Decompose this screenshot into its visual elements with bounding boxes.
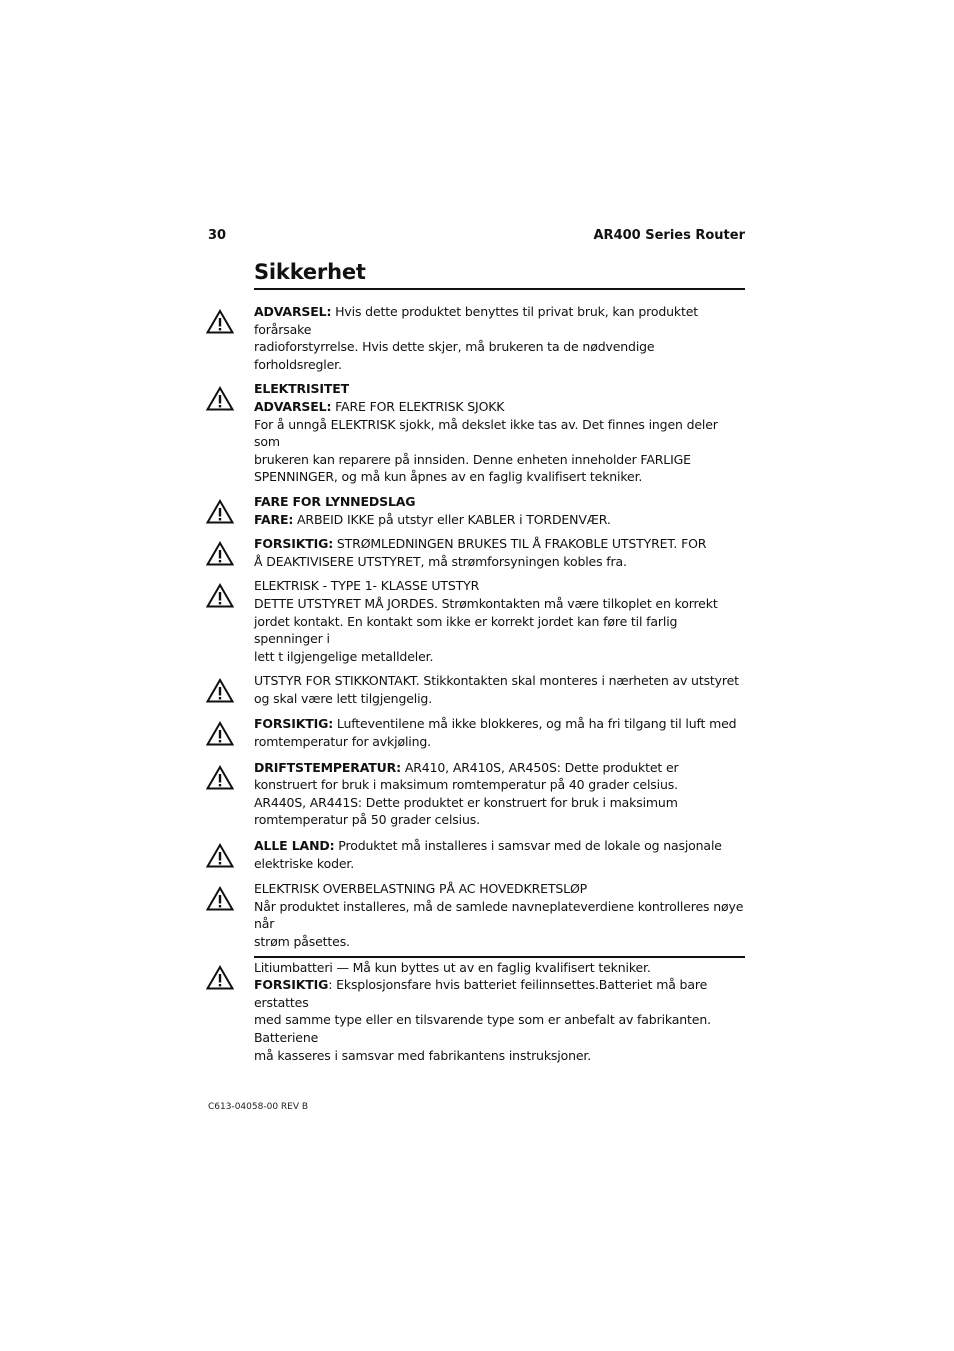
notice-text: UTSTYR FOR STIKKONTAKT. Stikkontakten skal monteres i nærheten av utstyret	[254, 673, 739, 689]
footer-doc-code: C613-04058-00 REV B	[208, 1102, 309, 1112]
safety-notices	[206, 303, 748, 1064]
notice-line	[254, 648, 745, 666]
warning-triangle-icon	[206, 309, 234, 335]
safety-notice	[206, 380, 745, 486]
notice-text: : Eksplosjonsfare hvis batteriet feilinnsettes.Batteriet må bare erstattes	[254, 977, 711, 1010]
notice-line	[254, 416, 745, 451]
notice-line	[254, 855, 745, 873]
notice-line	[254, 759, 745, 777]
notice-text: romtemperatur for avkjøling.	[254, 734, 431, 750]
notice-text: radioforstyrrelse. Hvis dette skjer, må brukeren ta de nødvendige forholdsregler.	[254, 339, 659, 372]
warning-triangle-icon	[206, 886, 234, 912]
notice-text: Litiumbatteri — Må kun byttes ut av en faglig kvalifisert tekniker.	[254, 959, 651, 975]
notice-line	[254, 535, 745, 553]
notice-text: konstruert for bruk i maksimum romtemperatur på 40 grader celsius.	[254, 777, 678, 793]
notice-text: Når produktet installeres, må de samlede navneplateverdiene kontrolleres nøye når	[254, 898, 748, 932]
notice-text: brukeren kan reparere på innsiden. Denne enheten inneholder FARLIGE	[254, 451, 691, 467]
notice-text: Å DEAKTIVISERE UTSTYRET, må strømforsyningen kobles fra.	[254, 553, 627, 569]
notice-label: FARE FOR LYNNEDSLAG	[254, 493, 416, 509]
notice-line	[254, 672, 745, 690]
safety-notice	[206, 493, 745, 528]
notice-line	[254, 303, 745, 338]
notice-label: FARE:	[254, 511, 294, 527]
warning-triangle-icon	[206, 765, 234, 791]
warning-triangle-icon	[206, 678, 234, 704]
safety-notice	[206, 535, 745, 570]
page-title: Sikkerhet	[254, 259, 745, 290]
notice-text: ARBEID IKKE på utstyr eller KABLER i TORDENVÆR.	[293, 511, 611, 527]
notice-line	[254, 933, 745, 951]
notice-line	[254, 794, 745, 812]
notice-line	[254, 468, 745, 486]
notice-label: FORSIKTIG:	[254, 536, 334, 552]
warning-triangle-icon	[206, 843, 234, 869]
notice-line	[254, 880, 745, 898]
notice-text: For å unngå ELEKTRISK sjokk, må dekslet ikke tas av. Det finnes ingen deler som	[254, 416, 722, 450]
safety-notice	[206, 837, 745, 872]
notice-line	[254, 398, 745, 416]
notice-line	[254, 690, 745, 708]
safety-notice	[206, 759, 745, 829]
notice-text: jordet kontakt. En kontakt som ikke er korrekt jordet kan føre til farlig spenninger i	[254, 613, 682, 647]
notice-label: DRIFTSTEMPERATUR:	[254, 759, 402, 775]
notice-text: må kasseres i samsvar med fabrikantens instruksjoner.	[254, 1047, 592, 1063]
notice-text: Hvis dette produktet benyttes til privat bruk, kan produktet forårsake	[254, 304, 702, 337]
notice-text: og skal være lett tilgjengelig.	[254, 690, 433, 706]
safety-notice	[206, 303, 745, 373]
notice-text: romtemperatur på 50 grader celsius.	[254, 812, 480, 828]
notice-line	[254, 959, 745, 977]
safety-notice	[206, 715, 745, 750]
notice-line	[254, 511, 745, 529]
notice-line	[254, 976, 745, 1011]
notice-line	[254, 1011, 745, 1046]
notice-line	[254, 776, 745, 794]
notice-text: DETTE UTSTYRET MÅ JORDES. Strømkontakten må være tilkoplet en korrekt	[254, 595, 718, 611]
notice-label: ADVARSEL:	[254, 304, 332, 319]
notice-label: ALLE LAND:	[254, 838, 335, 854]
notice-text: AR410, AR410S, AR450S: Dette produktet er	[401, 759, 679, 775]
notice-text: AR440S, AR441S: Dette produktet er konstruert for bruk i maksimum	[254, 794, 678, 810]
notice-text: strøm påsettes.	[254, 934, 350, 949]
notice-line	[254, 577, 745, 595]
warning-triangle-icon	[206, 386, 234, 412]
notice-text: elektriske koder.	[254, 855, 355, 871]
notice-text: lett t ilgjengelige metalldeler.	[254, 648, 434, 664]
notice-line	[254, 1047, 745, 1065]
notice-line	[254, 493, 745, 511]
notice-line	[254, 451, 745, 469]
page-number: 30	[208, 228, 227, 243]
notice-label: ADVARSEL:	[254, 398, 332, 414]
notice-text: ELEKTRISK - TYPE 1- KLASSE UTSTYR	[254, 578, 480, 594]
notice-line	[254, 837, 745, 855]
page-header	[208, 228, 745, 246]
notice-label: FORSIKTIG:	[254, 716, 334, 732]
notice-text: med samme type eller en tilsvarende type som er anbefalt av fabrikanten. Batteriene	[254, 1012, 715, 1045]
safety-notice	[206, 672, 745, 707]
notice-line	[254, 715, 745, 733]
notice-text: STRØMLEDNINGEN BRUKES TIL Å FRAKOBLE UTSTYRET. FOR	[333, 536, 707, 552]
warning-triangle-icon	[206, 965, 234, 991]
safety-notice	[206, 577, 745, 665]
notice-line	[254, 613, 745, 648]
notice-line	[254, 595, 745, 613]
notice-line	[254, 553, 745, 571]
notice-line	[254, 898, 748, 933]
warning-triangle-icon	[206, 541, 234, 567]
notice-label: ELEKTRISITET	[254, 381, 349, 397]
notice-line	[254, 811, 745, 829]
notice-line	[254, 733, 745, 751]
warning-triangle-icon	[206, 721, 234, 747]
warning-triangle-icon	[206, 499, 234, 525]
notice-text: FARE FOR ELEKTRISK SJOKK	[331, 398, 505, 414]
document-title: AR400 Series Router	[593, 228, 745, 243]
safety-notice	[206, 959, 745, 1065]
notice-line	[254, 338, 745, 373]
warning-triangle-icon	[206, 583, 234, 609]
notice-line	[254, 380, 745, 398]
safety-notice	[206, 880, 748, 950]
bottom-rule	[254, 956, 745, 958]
notice-text: Produktet må installeres i samsvar med de lokale og nasjonale	[334, 838, 722, 854]
notice-label: FORSIKTIG	[254, 977, 329, 993]
notice-text: ELEKTRISK OVERBELASTNING PÅ AC HOVEDKRETSLØP	[254, 881, 588, 897]
notice-text: SPENNINGER, og må kun åpnes av en faglig kvalifisert tekniker.	[254, 469, 643, 485]
notice-text: Lufteventilene må ikke blokkeres, og må ha fri tilgang til luft med	[333, 716, 737, 732]
